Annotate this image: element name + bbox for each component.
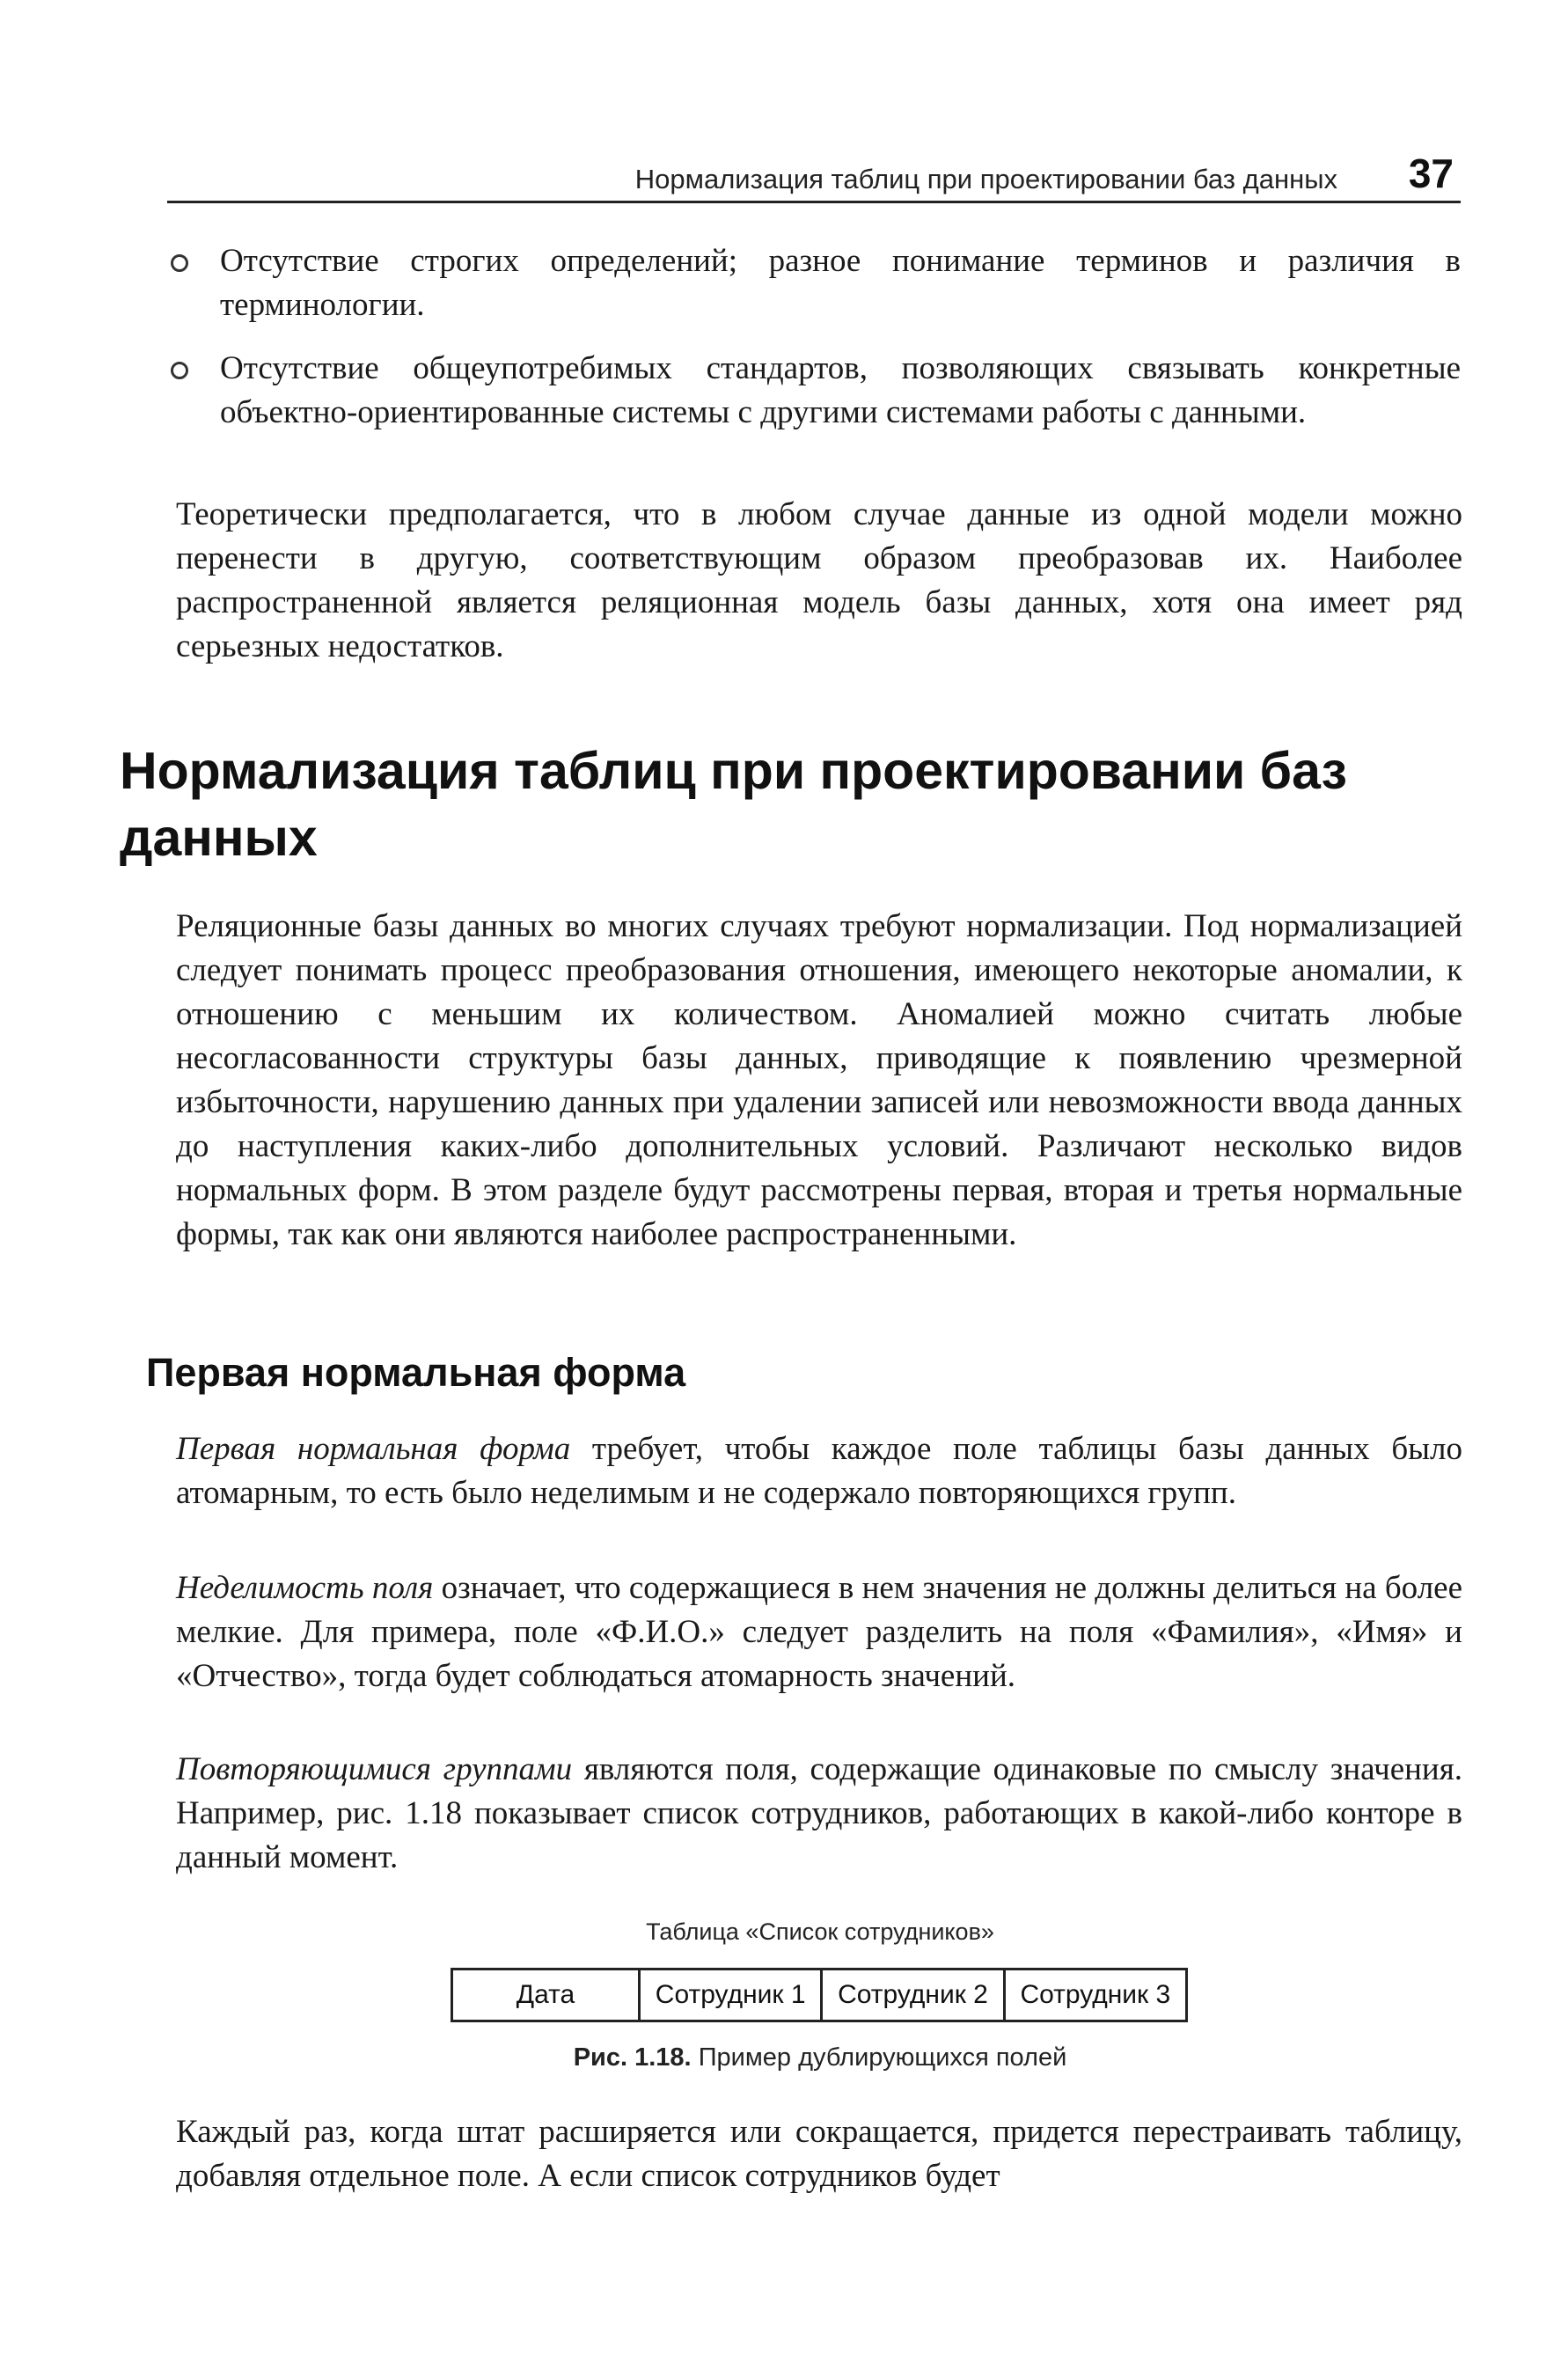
figure-caption: [451, 2043, 1190, 2072]
list-item: [167, 347, 1461, 435]
running-title: Нормализация таблиц при проектировании баз данных: [634, 164, 1337, 194]
paragraph-text: означает, что содержащиеся в нем значения не должны делиться на более мелкие. Для примера, поле «Ф.И.О.» следует разделить на поля «Фамилия», «Имя» и «Отчество», тогда будет соблюдаться атомарность значений.: [176, 1570, 1462, 1694]
column-header-employee-2: Сотрудник 2: [822, 1970, 1004, 2021]
column-header-employee-1: Сотрудник 1: [640, 1970, 822, 2021]
bullet-text: Отсутствие общеупотребимых стандартов, позволяющих связывать конкретные объектно-ориентированные системы с другими системами работы с данными.: [220, 350, 1461, 430]
column-header-employee-3: Сотрудник 3: [1004, 1970, 1186, 2021]
paragraph-text: требует, чтобы каждое поле таблицы базы данных было атомарным, то есть было неделимым и не содержало повторяющихся групп.: [176, 1431, 1462, 1511]
section-heading: Нормализация таблиц при проектировании баз данных: [120, 742, 1347, 867]
repeating-groups-paragraph: [176, 1748, 1462, 1880]
bullet-list: [167, 239, 1461, 454]
table-caption: Таблица «Список сотрудников»: [646, 1918, 994, 1945]
indivisibility-paragraph: [176, 1566, 1462, 1698]
column-header-date: Дата: [452, 1970, 640, 2021]
paragraph-text: являются поля, содержащие одинаковые по смыслу значения. Например, рис. 1.18 показывает список сотрудников, работающих в какой-либо конторе в данный момент.: [176, 1751, 1462, 1875]
figure-caption-text: Пример дублирующихся полей: [698, 2043, 1067, 2072]
term-indivisibility: Неделимость поля: [176, 1570, 434, 1606]
term-repeating-groups: Повторяющимися группами: [176, 1751, 573, 1787]
intro-paragraph: Теоретически предполагается, что в любом случае данные из одной модели можно перенести в другую, соответствующим образом преобразовав их. Наиболее распространенной является реляционная модель базы данных, хотя она имеет ряд серьезных недостатков.: [176, 496, 1462, 664]
running-header: [167, 148, 1461, 203]
closing-paragraph: Каждый раз, когда штат расширяется или сокращается, придется перестраивать таблицу, добавляя отдельное поле. А если список сотрудников будет: [176, 2114, 1462, 2194]
first-normal-form-paragraph: [176, 1427, 1462, 1515]
subsection-heading: Первая нормальная форма: [146, 1350, 686, 1395]
staff-table: [451, 1968, 1188, 2022]
circle-bullet-icon: [171, 254, 188, 272]
circle-bullet-icon: [171, 362, 188, 379]
figure-label: Рис. 1.18.: [573, 2043, 692, 2072]
page-number: 37: [1408, 150, 1454, 196]
bullet-text: Отсутствие строгих определений; разное понимание терминов и различия в терминологии.: [220, 243, 1461, 323]
term-first-normal-form: Первая нормальная форма: [176, 1431, 571, 1467]
table-row: [452, 1970, 1187, 2021]
normalization-paragraph: Реляционные базы данных во многих случаях требуют нормализации. Под нормализацией следует понимать процесс преобразования отношения, имеющего некоторые аномалии, к отношению с меньшим их количеством. Аномалией можно считать любые несогласованности структуры базы данных, приводящие к появлению чрезмерной избыточности, нарушению данных при удалении записей или невозможности ввода данных до наступления каких-либо дополнительных условий. Различают несколько видов нормальных форм. В этом разделе будут рассмотрены первая, вторая и третья нормальные формы, так как они являются наиболее распространенными.: [176, 908, 1462, 1252]
list-item: [167, 239, 1461, 327]
